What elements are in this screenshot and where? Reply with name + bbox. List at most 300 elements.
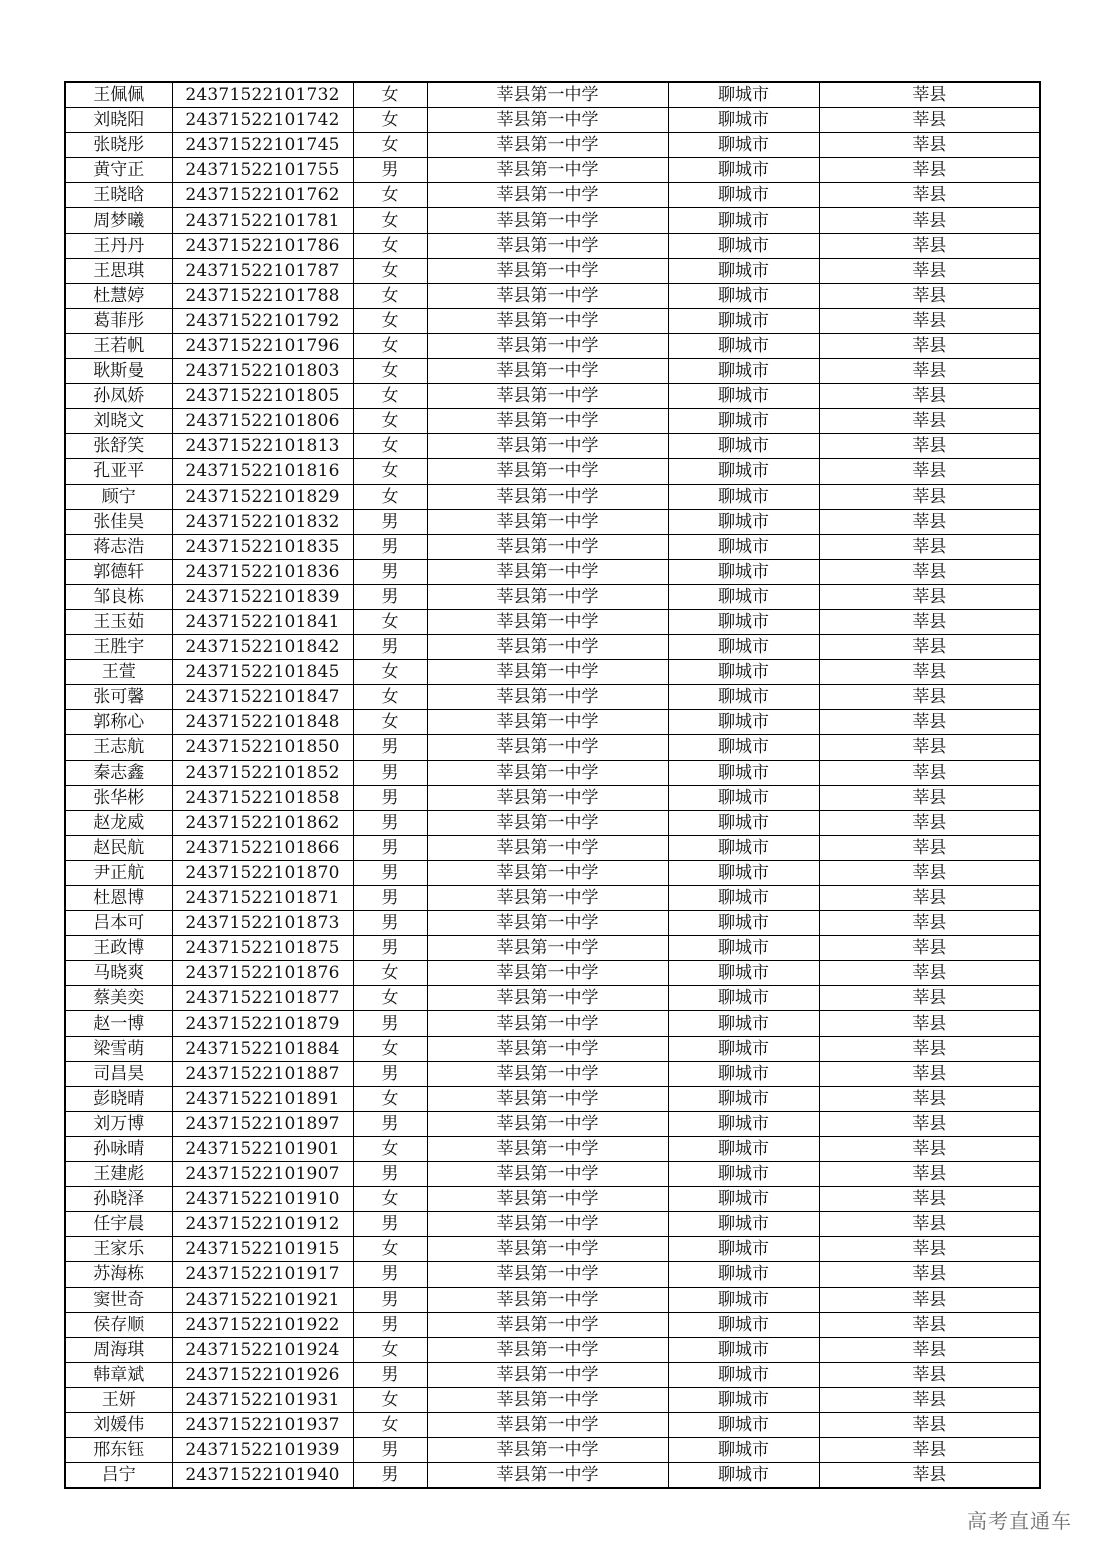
city-cell: 聊城市: [668, 409, 819, 434]
gender-cell: 男: [353, 1011, 427, 1036]
gender-cell: 女: [353, 283, 427, 308]
name-cell: 彭晓晴: [65, 1086, 172, 1111]
name-cell: 郭称心: [65, 710, 172, 735]
table-row: [65, 1237, 1040, 1262]
city-cell: 聊城市: [668, 509, 819, 534]
table-row: [65, 384, 1040, 409]
table-row: [65, 82, 1040, 108]
gender-cell: 女: [353, 1136, 427, 1161]
exam-id-cell: 24371522101832: [172, 509, 353, 534]
county-cell: 莘县: [819, 333, 1040, 358]
table-row: [65, 685, 1040, 710]
school-cell: 莘县第一中学: [427, 283, 668, 308]
table-row: [65, 735, 1040, 760]
county-cell: 莘县: [819, 1337, 1040, 1362]
city-cell: 聊城市: [668, 760, 819, 785]
table-row: [65, 660, 1040, 685]
exam-id-cell: 24371522101829: [172, 484, 353, 509]
name-cell: 王建彪: [65, 1162, 172, 1187]
gender-cell: 女: [353, 685, 427, 710]
school-cell: 莘县第一中学: [427, 158, 668, 183]
table-row: [65, 1036, 1040, 1061]
name-cell: 韩章斌: [65, 1362, 172, 1387]
city-cell: 聊城市: [668, 810, 819, 835]
exam-id-cell: 24371522101806: [172, 409, 353, 434]
table-row: [65, 233, 1040, 258]
table-row: [65, 936, 1040, 961]
city-cell: 聊城市: [668, 911, 819, 936]
city-cell: 聊城市: [668, 735, 819, 760]
exam-id-cell: 24371522101745: [172, 133, 353, 158]
school-cell: 莘县第一中学: [427, 609, 668, 634]
exam-id-cell: 24371522101836: [172, 559, 353, 584]
exam-id-cell: 24371522101787: [172, 258, 353, 283]
school-cell: 莘县第一中学: [427, 409, 668, 434]
city-cell: 聊城市: [668, 635, 819, 660]
school-cell: 莘县第一中学: [427, 183, 668, 208]
exam-id-cell: 24371522101877: [172, 986, 353, 1011]
exam-id-cell: 24371522101803: [172, 359, 353, 384]
county-cell: 莘县: [819, 835, 1040, 860]
name-cell: 苏海栋: [65, 1262, 172, 1287]
table-row: [65, 1287, 1040, 1312]
school-cell: 莘县第一中学: [427, 1312, 668, 1337]
school-cell: 莘县第一中学: [427, 710, 668, 735]
exam-id-cell: 24371522101848: [172, 710, 353, 735]
gender-cell: 女: [353, 183, 427, 208]
city-cell: 聊城市: [668, 1162, 819, 1187]
gender-cell: 男: [353, 835, 427, 860]
county-cell: 莘县: [819, 1011, 1040, 1036]
gender-cell: 男: [353, 760, 427, 785]
county-cell: 莘县: [819, 1463, 1040, 1489]
name-cell: 王志航: [65, 735, 172, 760]
city-cell: 聊城市: [668, 1287, 819, 1312]
exam-id-cell: 24371522101910: [172, 1187, 353, 1212]
county-cell: 莘县: [819, 986, 1040, 1011]
school-cell: 莘县第一中学: [427, 258, 668, 283]
gender-cell: 女: [353, 208, 427, 233]
table-row: [65, 1011, 1040, 1036]
city-cell: 聊城市: [668, 835, 819, 860]
gender-cell: 男: [353, 509, 427, 534]
county-cell: 莘县: [819, 1212, 1040, 1237]
gender-cell: 女: [353, 409, 427, 434]
table-row: [65, 760, 1040, 785]
school-cell: 莘县第一中学: [427, 810, 668, 835]
gender-cell: 男: [353, 635, 427, 660]
county-cell: 莘县: [819, 785, 1040, 810]
school-cell: 莘县第一中学: [427, 1036, 668, 1061]
name-cell: 吕本可: [65, 911, 172, 936]
table-row: [65, 1136, 1040, 1161]
school-cell: 莘县第一中学: [427, 584, 668, 609]
county-cell: 莘县: [819, 359, 1040, 384]
exam-id-cell: 24371522101805: [172, 384, 353, 409]
county-cell: 莘县: [819, 660, 1040, 685]
county-cell: 莘县: [819, 1387, 1040, 1412]
city-cell: 聊城市: [668, 208, 819, 233]
gender-cell: 男: [353, 735, 427, 760]
table-row: [65, 886, 1040, 911]
county-cell: 莘县: [819, 283, 1040, 308]
county-cell: 莘县: [819, 609, 1040, 634]
name-cell: 孙凤娇: [65, 384, 172, 409]
name-cell: 司昌昊: [65, 1061, 172, 1086]
name-cell: 刘晓文: [65, 409, 172, 434]
watermark-text: 高考直通车: [967, 1509, 1072, 1533]
school-cell: 莘县第一中学: [427, 333, 668, 358]
exam-id-cell: 24371522101897: [172, 1111, 353, 1136]
city-cell: 聊城市: [668, 1387, 819, 1412]
county-cell: 莘县: [819, 384, 1040, 409]
table-row: [65, 308, 1040, 333]
gender-cell: 女: [353, 308, 427, 333]
gender-cell: 女: [353, 233, 427, 258]
school-cell: 莘县第一中学: [427, 133, 668, 158]
city-cell: 聊城市: [668, 710, 819, 735]
county-cell: 莘县: [819, 860, 1040, 885]
school-cell: 莘县第一中学: [427, 1162, 668, 1187]
city-cell: 聊城市: [668, 1061, 819, 1086]
school-cell: 莘县第一中学: [427, 1262, 668, 1287]
table-row: [65, 1362, 1040, 1387]
school-cell: 莘县第一中学: [427, 660, 668, 685]
gender-cell: 男: [353, 559, 427, 584]
city-cell: 聊城市: [668, 484, 819, 509]
name-cell: 王晓晗: [65, 183, 172, 208]
county-cell: 莘县: [819, 459, 1040, 484]
roster-table-body: [65, 82, 1040, 1488]
county-cell: 莘县: [819, 484, 1040, 509]
name-cell: 秦志鑫: [65, 760, 172, 785]
county-cell: 莘县: [819, 233, 1040, 258]
exam-id-cell: 24371522101850: [172, 735, 353, 760]
county-cell: 莘县: [819, 1111, 1040, 1136]
city-cell: 聊城市: [668, 384, 819, 409]
school-cell: 莘县第一中学: [427, 635, 668, 660]
gender-cell: 女: [353, 609, 427, 634]
county-cell: 莘县: [819, 409, 1040, 434]
name-cell: 孙咏晴: [65, 1136, 172, 1161]
gender-cell: 女: [353, 1086, 427, 1111]
city-cell: 聊城市: [668, 1237, 819, 1262]
name-cell: 孔亚平: [65, 459, 172, 484]
table-row: [65, 208, 1040, 233]
table-row: [65, 835, 1040, 860]
county-cell: 莘县: [819, 1237, 1040, 1262]
table-row: [65, 1262, 1040, 1287]
city-cell: 聊城市: [668, 986, 819, 1011]
exam-id-cell: 24371522101845: [172, 660, 353, 685]
school-cell: 莘县第一中学: [427, 936, 668, 961]
school-cell: 莘县第一中学: [427, 1237, 668, 1262]
table-row: [65, 359, 1040, 384]
name-cell: 尹正航: [65, 860, 172, 885]
table-row: [65, 1438, 1040, 1463]
gender-cell: 男: [353, 1312, 427, 1337]
table-row: [65, 459, 1040, 484]
exam-id-cell: 24371522101907: [172, 1162, 353, 1187]
table-row: [65, 785, 1040, 810]
gender-cell: 女: [353, 258, 427, 283]
county-cell: 莘县: [819, 1412, 1040, 1437]
name-cell: 刘晓阳: [65, 108, 172, 133]
city-cell: 聊城市: [668, 1362, 819, 1387]
name-cell: 杜慧婷: [65, 283, 172, 308]
exam-id-cell: 24371522101786: [172, 233, 353, 258]
county-cell: 莘县: [819, 158, 1040, 183]
gender-cell: 男: [353, 860, 427, 885]
table-row: [65, 509, 1040, 534]
exam-id-cell: 24371522101939: [172, 1438, 353, 1463]
gender-cell: 女: [353, 660, 427, 685]
gender-cell: 女: [353, 459, 427, 484]
name-cell: 马晓爽: [65, 961, 172, 986]
table-row: [65, 1212, 1040, 1237]
table-row: [65, 258, 1040, 283]
county-cell: 莘县: [819, 760, 1040, 785]
county-cell: 莘县: [819, 635, 1040, 660]
name-cell: 蔡美奕: [65, 986, 172, 1011]
county-cell: 莘县: [819, 911, 1040, 936]
city-cell: 聊城市: [668, 333, 819, 358]
city-cell: 聊城市: [668, 1187, 819, 1212]
county-cell: 莘县: [819, 82, 1040, 108]
name-cell: 张佳昊: [65, 509, 172, 534]
city-cell: 聊城市: [668, 559, 819, 584]
gender-cell: 女: [353, 1036, 427, 1061]
table-row: [65, 409, 1040, 434]
gender-cell: 女: [353, 1237, 427, 1262]
name-cell: 赵民航: [65, 835, 172, 860]
name-cell: 窦世奇: [65, 1287, 172, 1312]
exam-id-cell: 24371522101937: [172, 1412, 353, 1437]
school-cell: 莘县第一中学: [427, 1412, 668, 1437]
name-cell: 赵龙威: [65, 810, 172, 835]
school-cell: 莘县第一中学: [427, 208, 668, 233]
table-row: [65, 1463, 1040, 1489]
table-row: [65, 1337, 1040, 1362]
county-cell: 莘县: [819, 1287, 1040, 1312]
gender-cell: 男: [353, 810, 427, 835]
table-row: [65, 986, 1040, 1011]
name-cell: 王家乐: [65, 1237, 172, 1262]
city-cell: 聊城市: [668, 1136, 819, 1161]
school-cell: 莘县第一中学: [427, 1111, 668, 1136]
gender-cell: 男: [353, 936, 427, 961]
city-cell: 聊城市: [668, 1011, 819, 1036]
gender-cell: 男: [353, 1287, 427, 1312]
gender-cell: 女: [353, 1387, 427, 1412]
gender-cell: 男: [353, 1438, 427, 1463]
gender-cell: 女: [353, 108, 427, 133]
city-cell: 聊城市: [668, 936, 819, 961]
name-cell: 张舒笑: [65, 434, 172, 459]
county-cell: 莘县: [819, 584, 1040, 609]
name-cell: 张可馨: [65, 685, 172, 710]
gender-cell: 女: [353, 961, 427, 986]
city-cell: 聊城市: [668, 1312, 819, 1337]
table-row: [65, 183, 1040, 208]
exam-id-cell: 24371522101917: [172, 1262, 353, 1287]
exam-id-cell: 24371522101755: [172, 158, 353, 183]
school-cell: 莘县第一中学: [427, 911, 668, 936]
city-cell: 聊城市: [668, 283, 819, 308]
table-row: [65, 158, 1040, 183]
gender-cell: 男: [353, 1262, 427, 1287]
table-row: [65, 1111, 1040, 1136]
gender-cell: 男: [353, 1212, 427, 1237]
table-row: [65, 1086, 1040, 1111]
county-cell: 莘县: [819, 886, 1040, 911]
county-cell: 莘县: [819, 1262, 1040, 1287]
name-cell: 王胜宇: [65, 635, 172, 660]
county-cell: 莘县: [819, 183, 1040, 208]
city-cell: 聊城市: [668, 158, 819, 183]
county-cell: 莘县: [819, 559, 1040, 584]
exam-id-cell: 24371522101879: [172, 1011, 353, 1036]
exam-id-cell: 24371522101839: [172, 584, 353, 609]
city-cell: 聊城市: [668, 685, 819, 710]
name-cell: 侯存顺: [65, 1312, 172, 1337]
table-row: [65, 810, 1040, 835]
city-cell: 聊城市: [668, 1463, 819, 1489]
name-cell: 孙晓泽: [65, 1187, 172, 1212]
name-cell: 王思琪: [65, 258, 172, 283]
gender-cell: 男: [353, 886, 427, 911]
name-cell: 郭德轩: [65, 559, 172, 584]
table-row: [65, 108, 1040, 133]
gender-cell: 男: [353, 1061, 427, 1086]
city-cell: 聊城市: [668, 609, 819, 634]
name-cell: 梁雪萌: [65, 1036, 172, 1061]
city-cell: 聊城市: [668, 108, 819, 133]
city-cell: 聊城市: [668, 1036, 819, 1061]
city-cell: 聊城市: [668, 886, 819, 911]
gender-cell: 女: [353, 359, 427, 384]
exam-id-cell: 24371522101875: [172, 936, 353, 961]
table-row: [65, 1187, 1040, 1212]
exam-id-cell: 24371522101870: [172, 860, 353, 885]
county-cell: 莘县: [819, 1362, 1040, 1387]
gender-cell: 男: [353, 1111, 427, 1136]
name-cell: 王玉茹: [65, 609, 172, 634]
city-cell: 聊城市: [668, 1337, 819, 1362]
school-cell: 莘县第一中学: [427, 986, 668, 1011]
school-cell: 莘县第一中学: [427, 434, 668, 459]
county-cell: 莘县: [819, 509, 1040, 534]
table-row: [65, 1061, 1040, 1086]
school-cell: 莘县第一中学: [427, 484, 668, 509]
county-cell: 莘县: [819, 735, 1040, 760]
county-cell: 莘县: [819, 1136, 1040, 1161]
gender-cell: 女: [353, 1337, 427, 1362]
school-cell: 莘县第一中学: [427, 559, 668, 584]
table-row: [65, 710, 1040, 735]
exam-id-cell: 24371522101866: [172, 835, 353, 860]
exam-id-cell: 24371522101871: [172, 886, 353, 911]
school-cell: 莘县第一中学: [427, 1136, 668, 1161]
table-row: [65, 1162, 1040, 1187]
county-cell: 莘县: [819, 1187, 1040, 1212]
gender-cell: 女: [353, 333, 427, 358]
city-cell: 聊城市: [668, 258, 819, 283]
school-cell: 莘县第一中学: [427, 384, 668, 409]
name-cell: 周海琪: [65, 1337, 172, 1362]
city-cell: 聊城市: [668, 359, 819, 384]
school-cell: 莘县第一中学: [427, 108, 668, 133]
city-cell: 聊城市: [668, 308, 819, 333]
city-cell: 聊城市: [668, 1086, 819, 1111]
table-row: [65, 609, 1040, 634]
name-cell: 刘万博: [65, 1111, 172, 1136]
city-cell: 聊城市: [668, 133, 819, 158]
gender-cell: 女: [353, 384, 427, 409]
school-cell: 莘县第一中学: [427, 1337, 668, 1362]
gender-cell: 男: [353, 1463, 427, 1489]
city-cell: 聊城市: [668, 1262, 819, 1287]
table-row: [65, 584, 1040, 609]
exam-id-cell: 24371522101891: [172, 1086, 353, 1111]
city-cell: 聊城市: [668, 1412, 819, 1437]
table-row: [65, 333, 1040, 358]
gender-cell: 女: [353, 434, 427, 459]
table-row: [65, 133, 1040, 158]
county-cell: 莘县: [819, 810, 1040, 835]
gender-cell: 男: [353, 584, 427, 609]
exam-id-cell: 24371522101884: [172, 1036, 353, 1061]
name-cell: 王妍: [65, 1387, 172, 1412]
exam-id-cell: 24371522101842: [172, 635, 353, 660]
exam-id-cell: 24371522101792: [172, 308, 353, 333]
county-cell: 莘县: [819, 308, 1040, 333]
city-cell: 聊城市: [668, 785, 819, 810]
exam-id-cell: 24371522101762: [172, 183, 353, 208]
name-cell: 周梦曦: [65, 208, 172, 233]
exam-id-cell: 24371522101921: [172, 1287, 353, 1312]
school-cell: 莘县第一中学: [427, 509, 668, 534]
exam-id-cell: 24371522101796: [172, 333, 353, 358]
city-cell: 聊城市: [668, 1438, 819, 1463]
gender-cell: 女: [353, 986, 427, 1011]
school-cell: 莘县第一中学: [427, 1011, 668, 1036]
name-cell: 黄守正: [65, 158, 172, 183]
name-cell: 张华彬: [65, 785, 172, 810]
exam-id-cell: 24371522101858: [172, 785, 353, 810]
school-cell: 莘县第一中学: [427, 459, 668, 484]
table-row: [65, 635, 1040, 660]
gender-cell: 女: [353, 710, 427, 735]
city-cell: 聊城市: [668, 584, 819, 609]
exam-id-cell: 24371522101862: [172, 810, 353, 835]
name-cell: 耿斯曼: [65, 359, 172, 384]
school-cell: 莘县第一中学: [427, 534, 668, 559]
gender-cell: 女: [353, 1187, 427, 1212]
county-cell: 莘县: [819, 258, 1040, 283]
gender-cell: 男: [353, 1362, 427, 1387]
city-cell: 聊城市: [668, 534, 819, 559]
county-cell: 莘县: [819, 108, 1040, 133]
table-row: [65, 860, 1040, 885]
name-cell: 王政博: [65, 936, 172, 961]
name-cell: 王丹丹: [65, 233, 172, 258]
exam-id-cell: 24371522101847: [172, 685, 353, 710]
gender-cell: 女: [353, 82, 427, 108]
exam-id-cell: 24371522101816: [172, 459, 353, 484]
table-row: [65, 484, 1040, 509]
school-cell: 莘县第一中学: [427, 886, 668, 911]
